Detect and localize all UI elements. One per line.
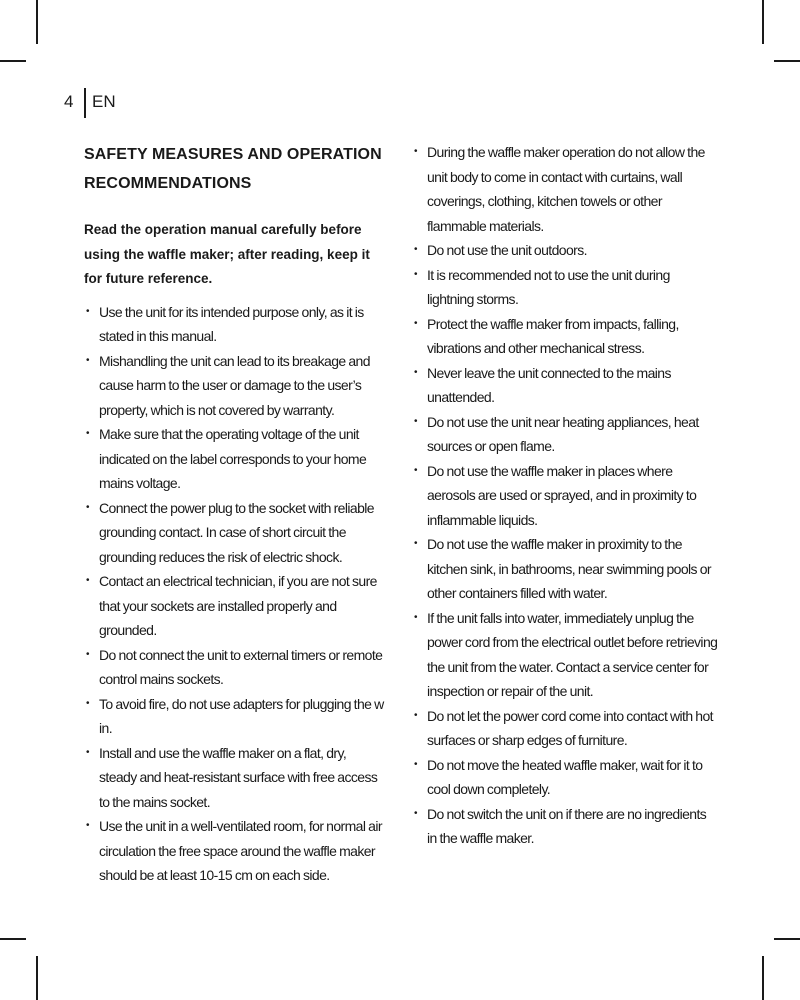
bullet-icon: • xyxy=(86,354,89,366)
page-number: 4 xyxy=(64,92,74,111)
list-item xyxy=(412,606,718,704)
list-item xyxy=(412,361,718,410)
list-item xyxy=(412,704,718,753)
bullet-icon: • xyxy=(86,575,89,586)
bullet-icon: • xyxy=(414,366,417,378)
list-item-text: Do not connect the unit to external timers or remote control mains sockets. xyxy=(99,646,383,687)
list-item-text: If the unit falls into water, immediately unplug the power cord from the electrical outlet before retrieving the unit from the water. Contact a service center for inspection or repair of the unit. xyxy=(427,609,718,699)
bullet-icon: • xyxy=(414,146,417,157)
list-item-text: Mishandling the unit can lead to its breakage and cause harm to the user or damage to the user’s property, which is not covered by warranty. xyxy=(99,352,370,418)
list-item-text: Do not let the power cord come into contact with hot surfaces or sharp edges of furniture. xyxy=(427,707,713,748)
bullet-icon: • xyxy=(86,697,89,709)
list-item xyxy=(412,238,718,263)
list-item-text: Use the unit in a well-ventilated room, for normal air circulation the free space around the waffle maker should be at least 10-15 cm on each side. xyxy=(99,818,382,883)
list-item-text: Make sure that the operating voltage of the unit indicated on the label corresponds to your home mains voltage. xyxy=(99,426,367,491)
list-item xyxy=(412,263,718,312)
list-item-text: Connect the power plug to the socket with reliable grounding contact. In case of short circuit the grounding reduces the risk of electric shock. xyxy=(99,499,374,565)
list-item xyxy=(84,814,384,888)
left-column xyxy=(84,140,384,888)
list-item-text: To avoid fire, do not use adapters for plugging the w in. xyxy=(99,695,384,736)
list-item-text: Protect the waffle maker from impacts, falling, vibrations and other mechanical stress. xyxy=(427,315,679,356)
crop-mark-top-right-vertical xyxy=(762,0,764,44)
crop-mark-top-left-horizontal xyxy=(0,60,26,62)
list-item-text: Do not use the unit near heating appliances, heat sources or open flame. xyxy=(427,413,699,454)
list-item xyxy=(412,802,718,851)
list-item-text: Do not switch the unit on if there are no ingredients in the waffle maker. xyxy=(427,805,707,846)
right-safety-list xyxy=(412,140,718,851)
list-item xyxy=(84,496,384,570)
intro-paragraph: Read the operation manual carefully before using the waffle maker; after reading, keep it for future reference. xyxy=(84,222,370,286)
list-item xyxy=(84,349,384,423)
bullet-icon: • xyxy=(414,464,417,476)
list-item-text: Do not use the unit outdoors. xyxy=(427,242,587,258)
section-title: SAFETY MEASURES AND OPERATION RECOMMENDATIONS xyxy=(84,146,382,192)
bullet-icon: • xyxy=(86,820,89,831)
bullet-icon: • xyxy=(414,415,417,427)
bullet-icon: • xyxy=(414,709,417,721)
bullet-icon: • xyxy=(86,648,89,660)
bullet-icon: • xyxy=(414,611,417,623)
list-item xyxy=(412,410,718,459)
list-item-text: Do not move the heated waffle maker, wait for it to cool down completely. xyxy=(427,756,703,797)
list-item xyxy=(412,312,718,361)
list-item xyxy=(84,692,384,741)
list-item xyxy=(84,569,384,643)
header-divider xyxy=(84,88,86,118)
crop-mark-bottom-right-horizontal xyxy=(774,938,800,940)
bullet-icon: • xyxy=(86,501,89,513)
list-item xyxy=(412,753,718,802)
crop-mark-bottom-left-vertical xyxy=(36,956,38,1000)
bullet-icon: • xyxy=(414,538,417,549)
bullet-icon: • xyxy=(414,317,417,329)
bullet-icon: • xyxy=(414,244,417,255)
list-item xyxy=(412,459,718,533)
bullet-icon: • xyxy=(414,758,417,770)
crop-mark-top-left-vertical xyxy=(36,0,38,44)
left-safety-list xyxy=(84,300,384,888)
list-item-text: During the waffle maker operation do not allow the unit body to come in contact with curtains, wall coverings, clothing, kitchen towels or other flammable materials. xyxy=(427,144,705,234)
list-item xyxy=(84,741,384,815)
list-item xyxy=(412,532,718,606)
list-item xyxy=(84,643,384,692)
list-item xyxy=(412,140,718,238)
list-item-text: Install and use the waffle maker on a flat, dry, steady and heat-resistant surface with free access to the mains socket. xyxy=(99,744,378,810)
list-item-text: Never leave the unit connected to the mains unattended. xyxy=(427,364,671,405)
list-item-text: Contact an electrical technician, if you are not sure that your sockets are installed properly and grounded. xyxy=(99,573,377,638)
list-item-text: Do not use the waffle maker in places where aerosols are used or sprayed, and in proximity to inflammable liquids. xyxy=(427,462,697,528)
crop-mark-bottom-left-horizontal xyxy=(0,938,26,940)
list-item-text: It is recommended not to use the unit during lightning storms. xyxy=(427,266,670,307)
language-code: EN xyxy=(92,92,116,111)
list-item xyxy=(84,422,384,496)
bullet-icon: • xyxy=(86,428,89,439)
bullet-icon: • xyxy=(86,746,89,758)
crop-mark-top-right-horizontal xyxy=(774,60,800,62)
right-column xyxy=(412,140,718,851)
bullet-icon: • xyxy=(414,268,417,280)
bullet-icon: • xyxy=(86,305,89,317)
list-item-text: Use the unit for its intended purpose only, as it is stated in this manual. xyxy=(99,303,364,344)
bullet-icon: • xyxy=(414,807,417,819)
list-item-text: Do not use the waffle maker in proximity to the kitchen sink, in bathrooms, near swimming pools or other containers filled with water. xyxy=(427,536,711,601)
list-item xyxy=(84,300,384,349)
crop-mark-bottom-right-vertical xyxy=(762,956,764,1000)
